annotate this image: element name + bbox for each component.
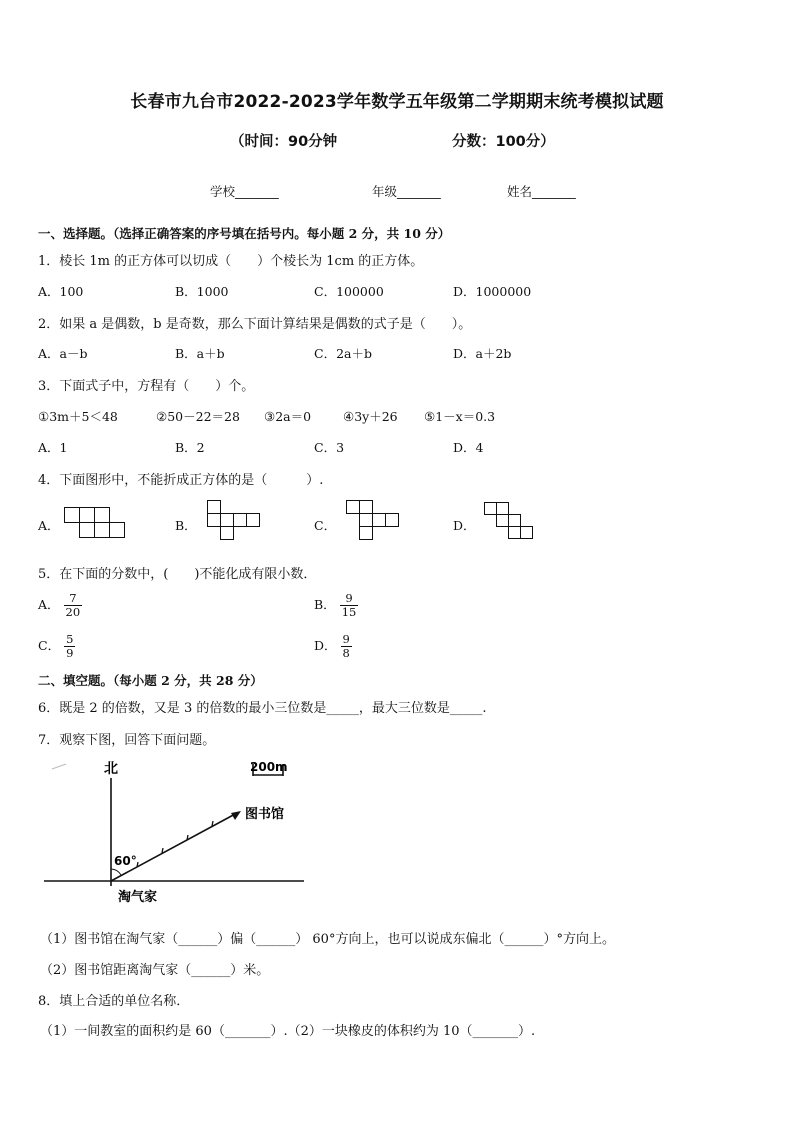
library-direction-line <box>111 813 237 881</box>
section-heading-choice: 一、选择题。（选择正确答案的序号填在括号内。每小题 2 分，共 10 分） <box>38 226 451 241</box>
north-label: 北 <box>104 761 118 777</box>
q5-fraction-c-numerator: 5 <box>66 632 74 646</box>
q4-option-c: C． <box>314 518 337 533</box>
q5-option-b <box>314 592 358 619</box>
page-title: 长春市九台市2022-2023学年数学五年级第二学期期末统考模拟试题 <box>130 92 664 112</box>
question-7-sub-2: （2）图书馆距离淘气家（______）米。 <box>40 963 270 978</box>
question-7: 7．观察下图，回答下面问题。 <box>38 733 216 748</box>
q3-item-2: ②50－22＝28 <box>156 409 240 424</box>
q5-fraction-a-numerator: 7 <box>64 592 83 606</box>
q5-fraction-b-numerator: 9 <box>340 592 359 606</box>
question-2: 2．如果 a 是偶数，b 是奇数，那么下面计算结果是偶数的式子是（ ）。 <box>38 317 472 332</box>
angle-arc <box>111 869 121 875</box>
q5-option-c-label: C． <box>38 638 61 653</box>
q3-option-d: D．4 <box>453 440 484 455</box>
question-8: 8．填上合适的单位名称． <box>38 994 190 1009</box>
q3-item-5: ⑤1－x＝0.3 <box>424 409 496 424</box>
faint-mark <box>52 764 66 769</box>
school-field: 学校_______ <box>210 184 279 199</box>
q4-option-b: B． <box>175 518 197 533</box>
q5-fraction-d-denominator: 8 <box>342 646 350 660</box>
q5-fraction-c-denominator: 9 <box>66 646 74 660</box>
scale-label: 200m <box>250 760 288 774</box>
home-label: 淘气家 <box>118 890 158 905</box>
q5-fraction-d-numerator: 9 <box>342 632 350 646</box>
question-4: 4．下面图形中，不能折成正方体的是（ ）. <box>38 473 324 488</box>
q4-option-d: D． <box>453 518 476 533</box>
q5-option-d-label: D． <box>314 638 337 653</box>
q5-option-b-label: B． <box>314 597 336 612</box>
q2-option-a: A．a－b <box>38 346 88 361</box>
q2-option-c: C．2a＋b <box>314 346 372 361</box>
q4-net-a <box>64 507 128 539</box>
question-6: 6．既是 2 的倍数，又是 3 的倍数的最小三位数是_____，最大三位数是_____. <box>38 701 487 716</box>
q1-option-d: D．1000000 <box>453 284 532 299</box>
exam-score: 分数：100分） <box>452 134 555 150</box>
q5-fraction-d <box>341 633 352 660</box>
angle-label: 60° <box>114 854 137 868</box>
q5-fraction-a <box>64 592 83 619</box>
direction-diagram <box>40 756 310 906</box>
grade-field: 年级_______ <box>372 184 441 199</box>
library-label: 图书馆 <box>245 807 285 822</box>
q3-item-1: ①3m＋5＜48 <box>38 409 118 424</box>
q2-option-d: D．a＋2b <box>453 346 512 361</box>
q5-fraction-c <box>64 633 75 660</box>
question-1: 1．棱长 1m 的正方体可以切成（ ）个棱长为 1cm 的正方体。 <box>38 254 424 269</box>
question-7-sub-1: （1）图书馆在淘气家（______）偏（______） 60°方向上，也可以说成东偏北（______）°方向上。 <box>40 932 615 947</box>
q1-option-a: A．100 <box>38 284 84 299</box>
question-8-sub: （1）一间教室的面积约是 60（_______）.（2）一块橡皮的体积约为 10（_______）. <box>40 1024 536 1039</box>
q4-net-d <box>484 502 536 544</box>
q5-option-a-label: A． <box>38 597 60 612</box>
exam-time: （时间：90分钟 <box>230 134 338 150</box>
q5-option-d <box>314 633 352 660</box>
q2-option-b: B．a＋b <box>175 346 225 361</box>
q4-option-a: A． <box>38 518 60 533</box>
q5-fraction-a-denominator: 20 <box>65 605 81 619</box>
q3-item-3: ③2a＝0 <box>264 409 312 424</box>
q1-option-c: C．100000 <box>314 284 384 299</box>
arrow-head-icon <box>231 811 241 820</box>
q3-option-a: A．1 <box>38 440 68 455</box>
q5-fraction-b <box>340 592 359 619</box>
section-heading-fill: 二、填空题。（每小题 2 分，共 28 分） <box>38 673 263 688</box>
q1-option-b: B．1000 <box>175 284 229 299</box>
question-3: 3．下面式子中，方程有（ ）个。 <box>38 379 255 394</box>
name-field: 姓名_______ <box>507 184 576 199</box>
q4-net-c <box>346 500 402 547</box>
q3-item-4: ④3y＋26 <box>343 409 398 424</box>
q4-net-b <box>207 500 263 547</box>
q5-fraction-b-denominator: 15 <box>341 605 357 619</box>
question-5: 5．在下面的分数中，( )不能化成有限小数． <box>38 567 317 582</box>
q3-option-b: B．2 <box>175 440 205 455</box>
q3-option-c: C．3 <box>314 440 345 455</box>
q5-option-a <box>38 592 82 619</box>
q5-option-c <box>38 633 75 660</box>
